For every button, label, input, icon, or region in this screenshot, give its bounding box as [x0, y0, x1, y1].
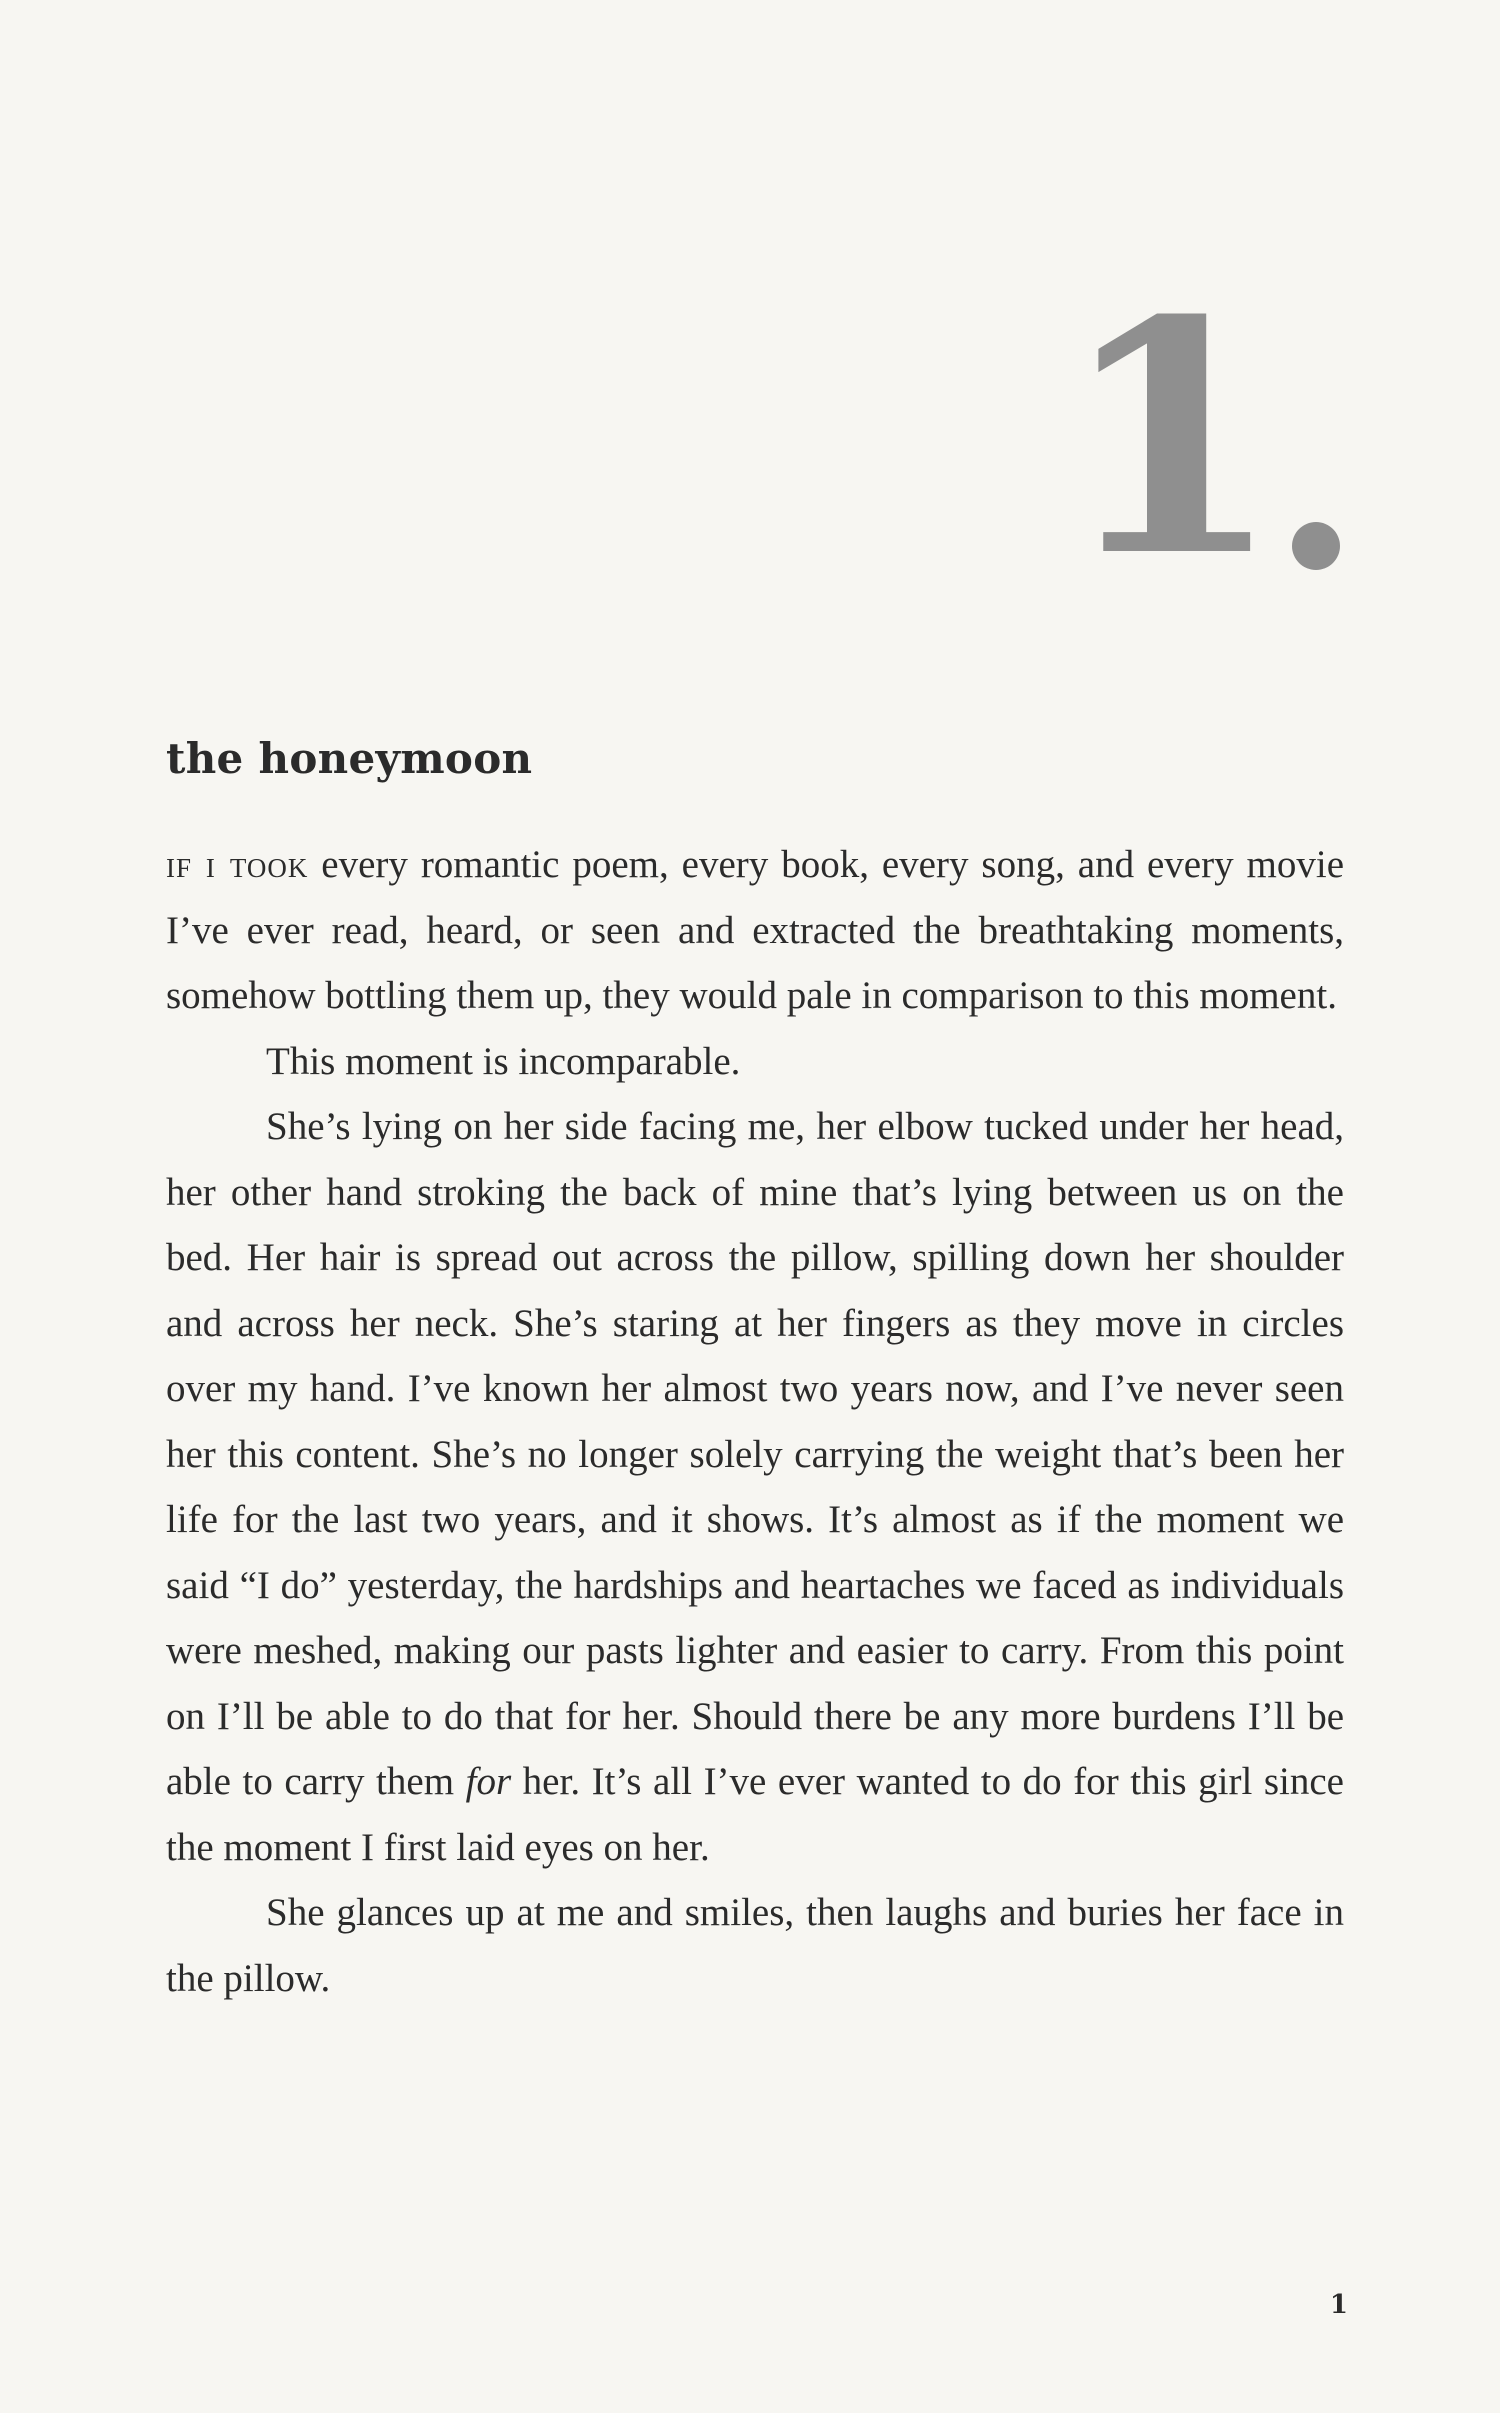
- chapter-body: [166, 832, 1344, 2011]
- chapter-number: [1059, 252, 1340, 627]
- paragraph-3: [166, 1094, 1344, 1880]
- paragraph-1: [166, 832, 1344, 1029]
- paragraph-3-text-end: her. It’s all I’ve ever wanted to do for this girl since the moment I first laid eyes on her.: [166, 1760, 1344, 1869]
- small-caps-lead: if i took: [166, 843, 309, 886]
- emphasis-word: for: [465, 1760, 512, 1803]
- chapter-number-digit: 1: [1059, 252, 1282, 627]
- page-number: 1: [1329, 2290, 1348, 2320]
- paragraph-3-text-start: She’s lying on her side facing me, her elbow tucked under her head, her other hand stroking the back of mine that’s lying between us on the bed. Her hair is spread out across the pillow, spilling down her shoulder and across her neck. She’s staring at her fingers as they move in circles over my hand. I’ve known her almost two years now, and I’ve never seen her this content. She’s no longer solely carrying the weight that’s been her life for the last two years, and it shows. It’s almost as if the moment we said “I do” yesterday, the hardships and heartaches we faced as individuals were meshed, making our pasts lighter and easier to carry. From this point on I’ll be able to do that for her. Should there be any more burdens I’ll be able to carry them: [166, 1105, 1344, 1803]
- paragraph-4: She glances up at me and smiles, then laughs and buries her face in the pillow.: [166, 1891, 1344, 2000]
- paragraph-1-text: every romantic poem, every book, every song, and every movie I’ve ever read, heard, or seen and extracted the breathtaking moments, somehow bottling them up, they would pale in comparison to this moment.: [166, 843, 1344, 1017]
- chapter-number-dot: [1292, 522, 1340, 570]
- chapter-title: the honeymoon: [166, 734, 533, 783]
- paragraph-2: This moment is incomparable.: [266, 1039, 741, 1083]
